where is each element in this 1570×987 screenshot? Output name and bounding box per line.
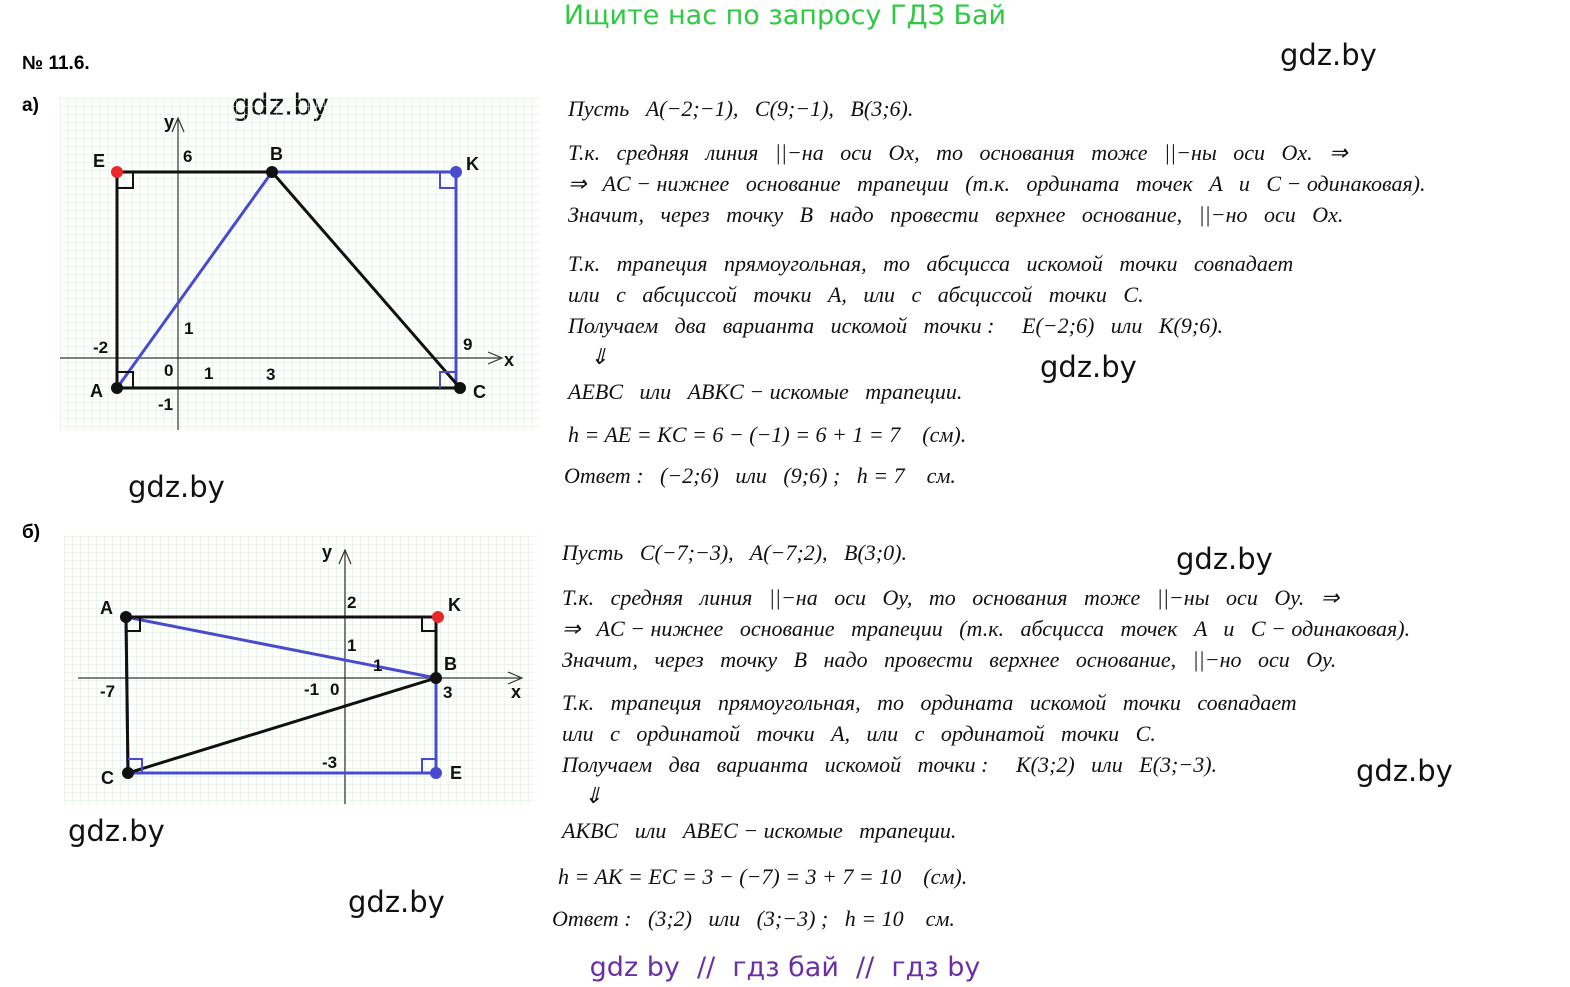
solution-line: Т.к. средняя линия ||−на оси Oy, то основания тоже ||−ны оси Oy. ⇒ xyxy=(562,585,1340,610)
solution-line: AEBC или ABKC − искомые трапеции. xyxy=(568,379,963,404)
solution-line: или с абсциссой точки A, или с абсциссой точки C. xyxy=(568,282,1144,307)
point-k xyxy=(432,611,444,623)
watermark: gdz.by xyxy=(1356,754,1453,788)
point-e xyxy=(430,767,442,779)
solution-line: Значит, через точку B надо провести верхнее основание, ||−но оси Oy. xyxy=(562,647,1337,672)
tick-2: 2 xyxy=(347,593,357,612)
label-c: C xyxy=(473,382,486,402)
solution-line: AKBC или ABEC − искомые трапеции. xyxy=(562,818,957,843)
graph-b xyxy=(64,536,534,804)
solution-line: Т.к. трапеция прямоугольная, то ордината искомой точки совпадает xyxy=(562,690,1297,715)
point-b xyxy=(266,166,278,178)
solution-line: Ответ : (−2;6) или (9;6) ; h = 7 см. xyxy=(564,463,956,488)
solution-line: ⇓ xyxy=(584,783,603,808)
footer-links xyxy=(0,952,1570,983)
point-a xyxy=(111,382,123,394)
axis-y-label: y xyxy=(322,542,333,562)
tick-6: 6 xyxy=(183,147,193,166)
label-c: C xyxy=(101,768,114,788)
tick-minus-1: -1 xyxy=(158,395,174,414)
solution-line: h = AK = EC = 3 − (−7) = 3 + 7 = 10 (см). xyxy=(558,864,968,889)
label-b: B xyxy=(270,144,283,164)
promo-banner: Ищите нас по запросу ГДЗ Бай xyxy=(563,0,1007,31)
label-e: E xyxy=(450,763,463,783)
axis-x-label: x xyxy=(504,350,515,370)
part-b-label: б) xyxy=(22,522,41,543)
solution-line: h = AE = KC = 6 − (−1) = 6 + 1 = 7 (см). xyxy=(568,422,967,447)
point-e xyxy=(111,166,123,178)
watermark: gdz.by xyxy=(348,885,445,919)
solution-line: Т.к. средняя линия ||−на оси Ox, то основания тоже ||−ны оси Ox. ⇒ xyxy=(568,140,1348,165)
label-k: K xyxy=(448,595,461,615)
watermark: gdz.by xyxy=(1280,38,1377,72)
solution-line: Пусть C(−7;−3), A(−7;2), B(3;0). xyxy=(562,540,907,565)
tick-0: 0 xyxy=(330,680,340,699)
solution-line: или с ординатой точки A, или с ординатой точки C. xyxy=(562,721,1156,746)
solution-line: Пусть A(−2;−1), C(9;−1), B(3;6). xyxy=(568,96,914,121)
solution-line: Т.к. трапеция прямоугольная, то абсцисса искомой точки совпадает xyxy=(568,251,1294,276)
point-c xyxy=(122,767,134,779)
graph-a xyxy=(60,98,540,430)
solution-line: Значит, через точку B надо провести верхнее основание, ||−но оси Ox. xyxy=(568,202,1344,227)
tick-9: 9 xyxy=(463,335,473,354)
tick-3: 3 xyxy=(443,683,453,702)
watermark: gdz.by xyxy=(68,814,165,848)
part-a-label: а) xyxy=(22,95,39,116)
label-a: A xyxy=(100,598,113,618)
solution-line: Ответ : (3;2) или (3;−3) ; h = 10 см. xyxy=(552,906,955,931)
tick-1-x: 1 xyxy=(373,656,383,675)
axis-y-label: y xyxy=(164,112,175,132)
tick-1-x: 1 xyxy=(204,364,214,383)
point-c xyxy=(454,382,466,394)
tick-minus-2: -2 xyxy=(93,338,109,357)
tick-1-y: 1 xyxy=(347,636,357,655)
tick-0: 0 xyxy=(164,361,174,380)
solution-line: ⇓ xyxy=(590,344,609,369)
solution-line: Получаем два варианта искомой точки : E(−2;6) или K(9;6). xyxy=(568,313,1224,338)
label-e: E xyxy=(93,151,106,171)
label-b: B xyxy=(444,654,457,674)
solution-line: Получаем два варианта искомой точки : K(3;2) или E(3;−3). xyxy=(562,752,1218,777)
point-b xyxy=(430,672,442,684)
tick-minus-3: -3 xyxy=(322,753,338,772)
solution-line: ⇒ AC − нижнее основание трапеции (т.к. абсцисса точек A и C − одинаковая). xyxy=(562,616,1411,641)
tick-3: 3 xyxy=(266,365,276,384)
task-number: № 11.6. xyxy=(22,53,90,74)
tick-minus-1: -1 xyxy=(304,680,320,699)
footer-text: gdz by // гдз бай // гдз by xyxy=(589,952,981,983)
point-a xyxy=(120,611,132,623)
watermark: gdz.by xyxy=(128,470,225,504)
label-k: K xyxy=(466,154,479,174)
label-a: A xyxy=(90,381,103,401)
axis-x-label: x xyxy=(511,682,522,702)
solution-line: ⇒ AC − нижнее основание трапеции (т.к. ордината точек A и C − одинаковая). xyxy=(568,171,1426,196)
tick-1-y: 1 xyxy=(184,319,194,338)
grid xyxy=(64,536,534,804)
tick-minus-7: -7 xyxy=(100,682,116,701)
watermark: gdz.by xyxy=(1176,542,1273,576)
point-k xyxy=(450,166,462,178)
watermark: gdz.by xyxy=(1040,350,1137,384)
